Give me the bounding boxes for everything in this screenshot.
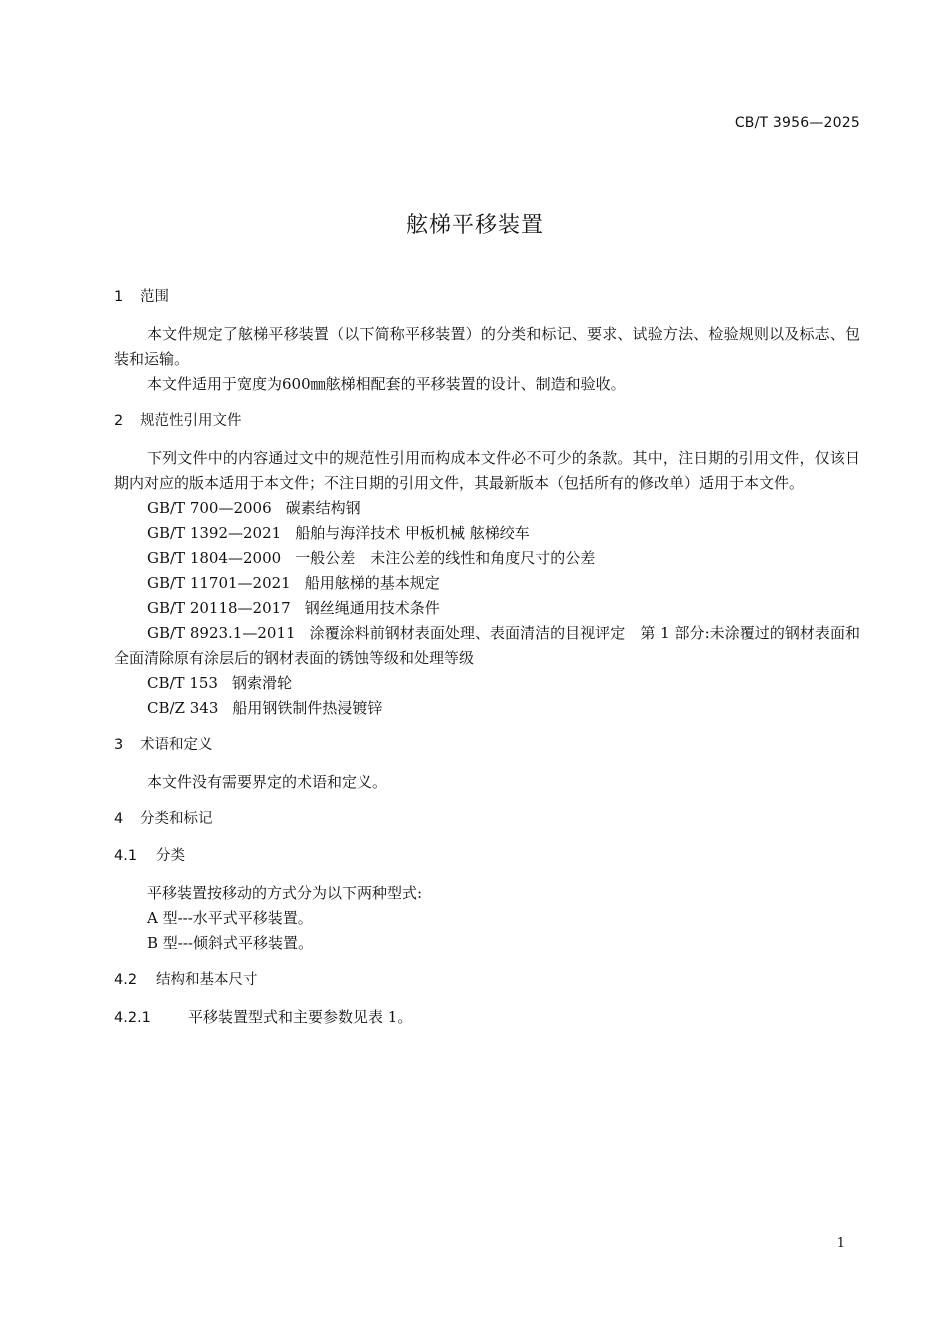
reference-item xyxy=(114,671,860,696)
reference-title: 船用舷梯的基本规定 xyxy=(304,574,440,592)
section-title: 范围 xyxy=(140,289,169,305)
reference-title: 船用钢铁制件热浸镀锌 xyxy=(232,699,383,717)
reference-code: GB/T 11701—2021 xyxy=(147,574,291,592)
section-number: 3 xyxy=(114,737,124,753)
reference-item xyxy=(114,596,860,621)
subsection-number: 4.2 xyxy=(114,972,138,988)
section-number: 1 xyxy=(114,289,124,305)
subsection-title: 结构和基本尺寸 xyxy=(156,972,258,988)
clause-number: 4.2.1 xyxy=(114,1010,151,1026)
reference-item xyxy=(114,496,860,521)
reference-title: 一般公差 未注公差的线性和角度尺寸的公差 xyxy=(295,549,596,567)
subsection-heading-structure xyxy=(114,968,860,993)
page-number: 1 xyxy=(836,1236,845,1251)
document-body xyxy=(114,285,860,1031)
clause-4-2-1 xyxy=(114,1005,860,1031)
reference-title: 碳素结构钢 xyxy=(285,499,361,517)
section-number: 2 xyxy=(114,413,124,429)
section-title: 术语和定义 xyxy=(140,737,213,753)
reference-title: 钢丝绳通用技术条件 xyxy=(304,599,440,617)
classification-line: A 型---水平式平移装置。 xyxy=(147,909,313,927)
reference-item xyxy=(114,521,860,546)
section-heading-scope xyxy=(114,285,860,310)
reference-code: GB/T 1392—2021 xyxy=(147,524,282,542)
reference-item xyxy=(114,696,860,721)
document-title: 舷梯平移装置 xyxy=(405,213,544,238)
reference-item xyxy=(114,621,860,671)
standard-code: CB/T 3956—2025 xyxy=(734,115,860,131)
reference-code: CB/Z 343 xyxy=(147,699,219,717)
reference-code: CB/T 153 xyxy=(147,674,218,692)
reference-code: GB/T 1804—2000 xyxy=(147,549,282,567)
reference-code: GB/T 700—2006 xyxy=(147,499,272,517)
subsection-number: 4.1 xyxy=(114,848,138,864)
section-heading-classification xyxy=(114,807,860,832)
reference-title: 涂覆涂料前钢材表面处理、表面清洁的目视评定 第 1 部分:未涂覆过的钢材表面和全面清除原有涂层后的钢材表面的锈蚀等级和处理等级 xyxy=(114,624,860,667)
reference-code: GB/T 8923.1—2011 xyxy=(147,624,296,642)
references-intro-paragraph: 下列文件中的内容通过文中的规范性引用而构成本文件必不可少的条款。其中，注日期的引用文件，仅该日期内对应的版本适用于本文件；不注日期的引用文件，其最新版本（包括所有的修改单）适用于本文件。 xyxy=(114,449,860,492)
section-heading-normative-references xyxy=(114,409,860,434)
section-title: 分类和标记 xyxy=(140,811,213,827)
section-heading-terms xyxy=(114,733,860,758)
scope-paragraph-2: 本文件适用于宽度为600㎜舷梯相配套的平移装置的设计、制造和验收。 xyxy=(147,375,626,393)
classification-line: B 型---倾斜式平移装置。 xyxy=(147,934,313,952)
section-title: 规范性引用文件 xyxy=(140,413,242,429)
scope-paragraph-1: 本文件规定了舷梯平移装置（以下简称平移装置）的分类和标记、要求、试验方法、检验规则以及标志、包装和运输。 xyxy=(114,325,860,368)
terms-paragraph: 本文件没有需要界定的术语和定义。 xyxy=(147,773,388,791)
reference-item xyxy=(114,546,860,571)
reference-item xyxy=(114,571,860,596)
reference-code: GB/T 20118—2017 xyxy=(147,599,291,617)
reference-title: 船舶与海洋技术 甲板机械 舷梯绞车 xyxy=(295,524,530,542)
clause-text: 平移装置型式和主要参数见表 1。 xyxy=(188,1008,413,1026)
subsection-heading-classification xyxy=(114,844,860,869)
subsection-title: 分类 xyxy=(156,848,185,864)
section-number: 4 xyxy=(114,811,124,827)
reference-title: 钢索滑轮 xyxy=(231,674,292,692)
classification-line: 平移装置按移动的方式分为以下两种型式: xyxy=(147,884,423,902)
